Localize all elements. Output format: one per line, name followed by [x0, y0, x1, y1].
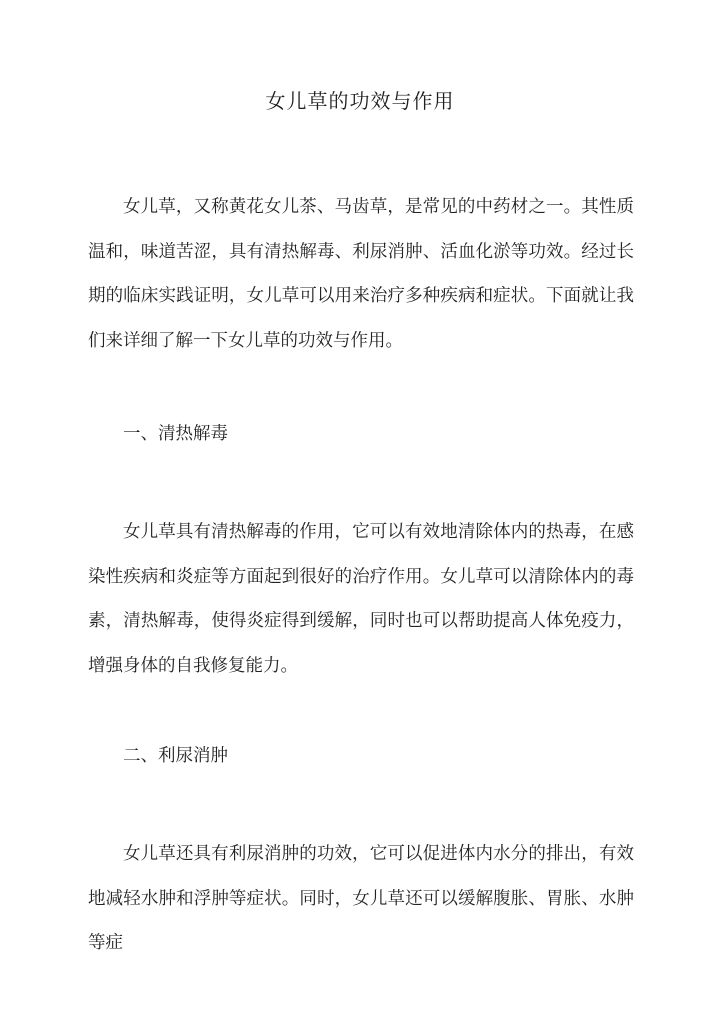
section-heading-1: 一、清热解毒 [123, 424, 228, 444]
section-body-1: 女儿草具有清热解毒的作用，它可以有效地清除体内的热毒，在感染性疾病和炎症等方面起到很好的治疗作用。女儿草可以清除体内的毒素，清热解毒，使得炎症得到缓解，同时也可以帮助提高人体免疫力，增强身体的自我修复能力。 [88, 522, 634, 676]
section-heading-2: 二、利尿消肿 [123, 746, 228, 766]
document-title: 女儿草的功效与作用 [265, 89, 455, 113]
intro-paragraph: 女儿草，又称黄花女儿茶、马齿草，是常见的中药材之一。其性质温和，味道苦涩，具有清热解毒、利尿消肿、活血化淤等功效。经过长期的临床实践证明，女儿草可以用来治疗多种疾病和症状。下面就让我们来详细了解一下女儿草的功效与作用。 [88, 197, 634, 351]
section-body-2: 女儿草还具有利尿消肿的功效，它可以促进体内水分的排出，有效地减轻水肿和浮肿等症状。同时，女儿草还可以缓解腹胀、胃胀、水肿等症 [88, 844, 634, 953]
